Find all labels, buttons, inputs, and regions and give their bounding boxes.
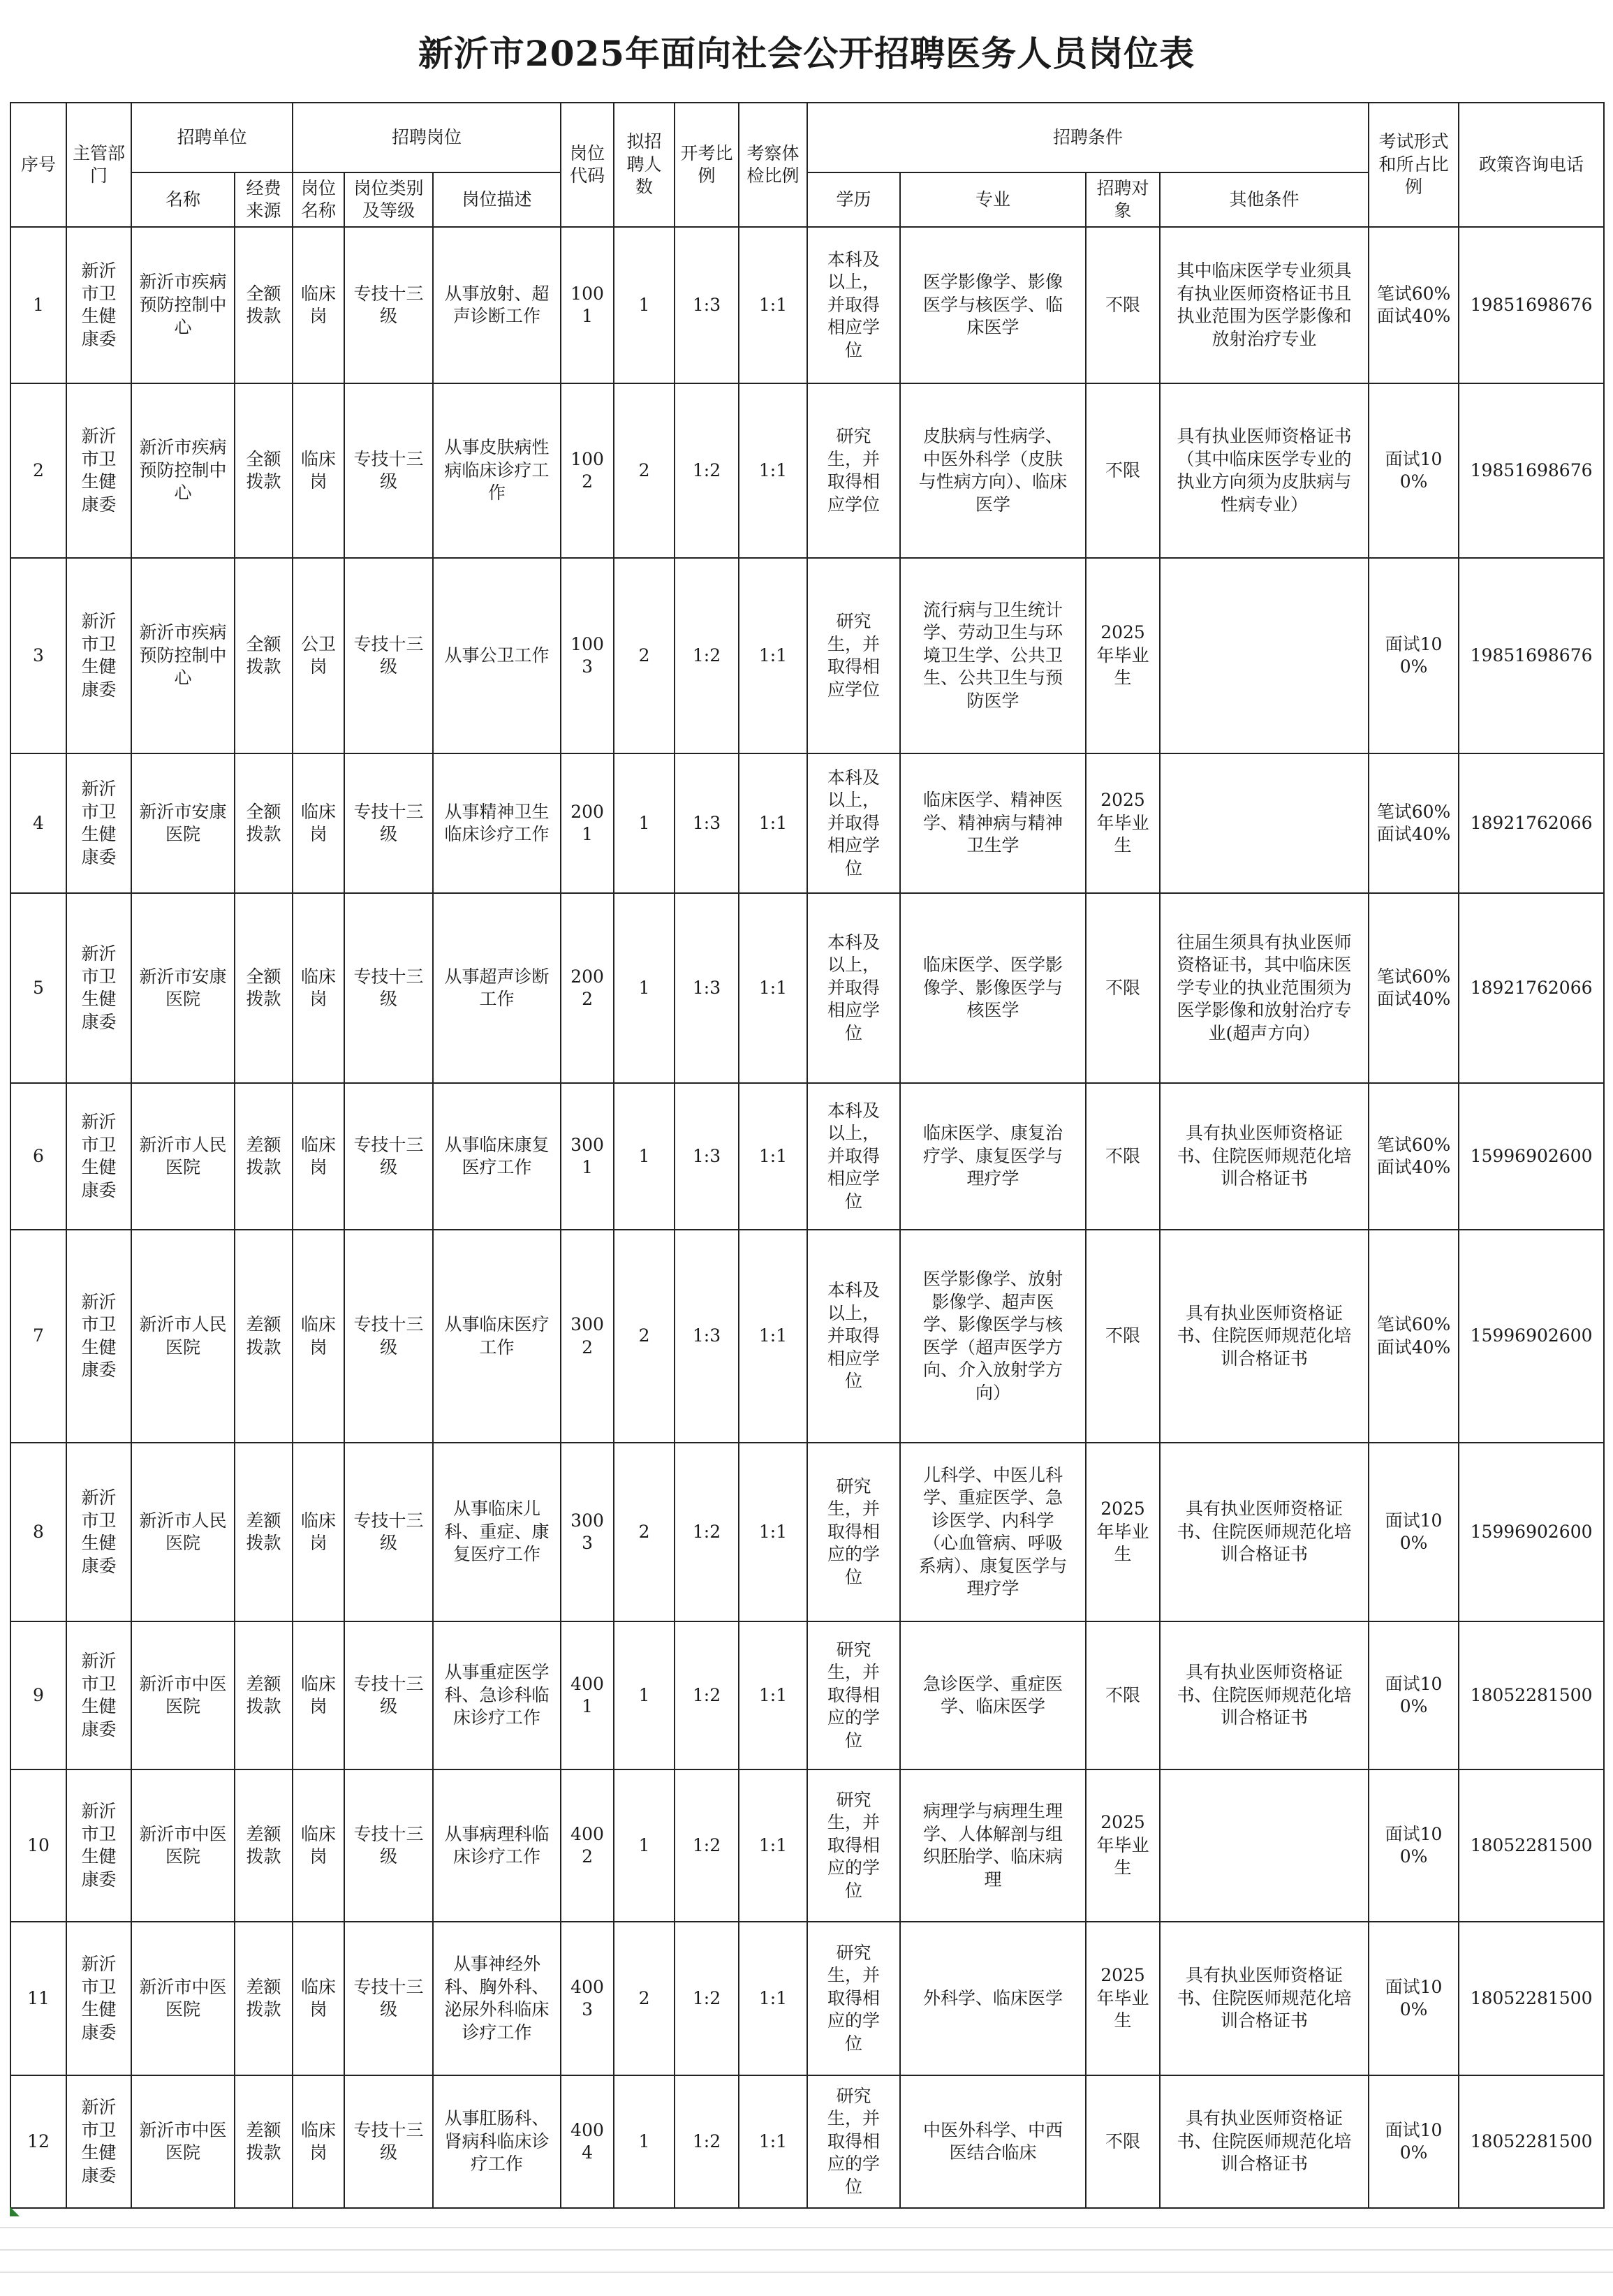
row-exam-form: 笔试60% 面试40% [1369,893,1459,1083]
row-count: 1 [614,2075,675,2208]
row-phone: 18052281500 [1459,1922,1604,2075]
row-code: 3002 [561,1230,614,1443]
page-title: 新沂市2025年面向社会公开招聘医务人员岗位表 [418,33,1195,74]
row-funding: 全额拨款 [235,558,293,753]
table-row [10,1922,1604,2075]
table-row [10,1621,1604,1769]
row-unit: 新沂市安康医院 [131,753,235,893]
row-desc: 从事病理科临床诊疗工作 [433,1769,561,1922]
row-exam-ratio: 1:1 [739,1443,807,1621]
row-dept: 新沂市卫生健康委 [66,1083,131,1230]
row-major: 急诊医学、重症医学、临床医学 [900,1621,1086,1769]
row-seq: 1 [10,227,66,383]
row-edu: 研究生，并取得相应学位 [807,558,900,753]
row-dept: 新沂市卫生健康委 [66,1621,131,1769]
row-desc: 从事临床康复医疗工作 [433,1083,561,1230]
table-row [10,227,1604,383]
header-unit-name: 名称 [131,172,235,227]
row-major: 临床医学、医学影像学、影像医学与核医学 [900,893,1086,1083]
row-seq: 5 [10,893,66,1083]
row-edu: 研究生，并取得相应学位 [807,383,900,558]
row-code: 2001 [561,753,614,893]
row-exam-form: 面试100% [1369,383,1459,558]
row-other [1160,558,1369,753]
row-phone: 18052281500 [1459,1621,1604,1769]
row-phone: 19851698676 [1459,558,1604,753]
row-funding: 全额拨款 [235,383,293,558]
row-major: 临床医学、康复治疗学、康复医学与理疗学 [900,1083,1086,1230]
row-count: 2 [614,558,675,753]
row-unit: 新沂市中医医院 [131,1922,235,2075]
row-edu: 研究生，并取得相应的学位 [807,1621,900,1769]
row-other [1160,1769,1369,1922]
row-other: 其中临床医学专业须具有执业医师资格证书且执业范围为医学影像和放射治疗专业 [1160,227,1369,383]
row-desc: 从事重症医学科、急诊科临床诊疗工作 [433,1621,561,1769]
table-row [10,1083,1604,1230]
row-target: 不限 [1086,383,1160,558]
row-post: 临床岗 [293,1769,344,1922]
row-seq: 2 [10,383,66,558]
job-table [10,102,1605,2209]
header-other: 其他条件 [1160,172,1369,227]
row-major: 临床医学、精神医学、精神病与精神卫生学 [900,753,1086,893]
row-dept: 新沂市卫生健康委 [66,1230,131,1443]
row-post: 临床岗 [293,1230,344,1443]
row-unit: 新沂市中医医院 [131,1769,235,1922]
row-post: 临床岗 [293,1443,344,1621]
row-exam-form: 笔试60% 面试40% [1369,227,1459,383]
row-funding: 全额拨款 [235,753,293,893]
row-count: 1 [614,227,675,383]
row-code: 4004 [561,2075,614,2208]
row-ratio: 1:2 [675,1922,739,2075]
row-code: 4003 [561,1922,614,2075]
row-phone: 18052281500 [1459,1769,1604,1922]
header-unit-group: 招聘单位 [131,103,293,172]
row-edu: 研究生，并取得相应的学位 [807,1922,900,2075]
row-phone: 15996902600 [1459,1083,1604,1230]
row-major: 外科学、临床医学 [900,1922,1086,2075]
row-phone: 18921762066 [1459,893,1604,1083]
row-exam-ratio: 1:1 [739,1769,807,1922]
row-other: 具有执业医师资格证书、住院医师规范化培训合格证书 [1160,2075,1369,2208]
row-funding: 差额拨款 [235,1083,293,1230]
header-post-desc: 岗位描述 [433,172,561,227]
header-phone: 政策咨询电话 [1459,103,1604,227]
row-count: 2 [614,383,675,558]
header-target: 招聘对象 [1086,172,1160,227]
table-row [10,2075,1604,2208]
header-major: 专业 [900,172,1086,227]
row-count: 2 [614,1443,675,1621]
job-rows [10,227,1604,2208]
header-dept: 主管部门 [66,103,131,227]
row-phone: 15996902600 [1459,1230,1604,1443]
row-target: 2025年毕业生 [1086,1769,1160,1922]
row-dept: 新沂市卫生健康委 [66,1922,131,2075]
row-funding: 差额拨款 [235,2075,293,2208]
row-other: 具有执业医师资格证书、住院医师规范化培训合格证书 [1160,1230,1369,1443]
row-exam-ratio: 1:1 [739,558,807,753]
row-code: 3003 [561,1443,614,1621]
row-target: 不限 [1086,2075,1160,2208]
row-exam-form: 笔试60% 面试40% [1369,753,1459,893]
row-edu: 研究生，并取得相应的学位 [807,2075,900,2208]
row-code: 3001 [561,1083,614,1230]
row-target: 不限 [1086,1621,1160,1769]
header-cond-group: 招聘条件 [807,103,1369,172]
row-phone: 19851698676 [1459,227,1604,383]
row-edu: 本科及以上，并取得相应学位 [807,227,900,383]
header-count: 拟招聘人数 [614,103,675,227]
row-desc: 从事精神卫生临床诊疗工作 [433,753,561,893]
row-funding: 差额拨款 [235,1230,293,1443]
row-dept: 新沂市卫生健康委 [66,558,131,753]
row-dept: 新沂市卫生健康委 [66,383,131,558]
row-seq: 6 [10,1083,66,1230]
row-post: 临床岗 [293,1922,344,2075]
row-exam-form: 面试100% [1369,1769,1459,1922]
row-level: 专技十三级 [344,383,433,558]
row-post: 临床岗 [293,227,344,383]
row-unit: 新沂市中医医院 [131,1621,235,1769]
table-row [10,753,1604,893]
row-count: 1 [614,1769,675,1922]
row-post: 临床岗 [293,893,344,1083]
row-target: 不限 [1086,1083,1160,1230]
row-post: 临床岗 [293,1621,344,1769]
row-count: 1 [614,1083,675,1230]
row-other: 往届生须具有执业医师资格证书，其中临床医学专业的执业范围须为医学影像和放射治疗专业(超声方向） [1160,893,1369,1083]
row-edu: 本科及以上，并取得相应学位 [807,1230,900,1443]
row-exam-form: 面试100% [1369,1922,1459,2075]
row-level: 专技十三级 [344,1230,433,1443]
row-ratio: 1:2 [675,1443,739,1621]
row-desc: 从事神经外科、胸外科、泌尿外科临床诊疗工作 [433,1922,561,2075]
row-seq: 12 [10,2075,66,2208]
row-phone: 15996902600 [1459,1443,1604,1621]
row-level: 专技十三级 [344,1922,433,2075]
row-code: 1003 [561,558,614,753]
row-post: 临床岗 [293,2075,344,2208]
row-ratio: 1:3 [675,1230,739,1443]
row-other [1160,753,1369,893]
row-desc: 从事肛肠科、肾病科临床诊疗工作 [433,2075,561,2208]
row-code: 4002 [561,1769,614,1922]
row-other: 具有执业医师资格证书（其中临床医学专业的执业方向须为皮肤病与性病专业） [1160,383,1369,558]
row-unit: 新沂市疾病预防控制中心 [131,383,235,558]
table-row [10,1230,1604,1443]
row-exam-form: 笔试60% 面试40% [1369,1230,1459,1443]
row-funding: 差额拨款 [235,1621,293,1769]
row-exam-ratio: 1:1 [739,1230,807,1443]
row-ratio: 1:2 [675,383,739,558]
row-unit: 新沂市中医医院 [131,2075,235,2208]
row-exam-form: 面试100% [1369,1621,1459,1769]
row-target: 2025年毕业生 [1086,1922,1160,2075]
table-row [10,383,1604,558]
row-major: 流行病与卫生统计学、劳动卫生与环境卫生学、公共卫生、公共卫生与预防医学 [900,558,1086,753]
row-dept: 新沂市卫生健康委 [66,1443,131,1621]
row-funding: 全额拨款 [235,893,293,1083]
row-level: 专技十三级 [344,2075,433,2208]
row-unit: 新沂市人民医院 [131,1230,235,1443]
row-desc: 从事临床儿科、重症、康复医疗工作 [433,1443,561,1621]
header-post-group: 招聘岗位 [293,103,561,172]
row-major: 医学影像学、影像医学与核医学、临床医学 [900,227,1086,383]
header-post-name: 岗位名称 [293,172,344,227]
row-count: 1 [614,1621,675,1769]
row-desc: 从事超声诊断工作 [433,893,561,1083]
row-seq: 8 [10,1443,66,1621]
row-seq: 9 [10,1621,66,1769]
row-code: 2002 [561,893,614,1083]
cell-corner-marker [10,2207,20,2216]
row-target: 不限 [1086,227,1160,383]
table-row [10,1769,1604,1922]
row-exam-form: 面试100% [1369,2075,1459,2208]
row-code: 1002 [561,383,614,558]
row-seq: 7 [10,1230,66,1443]
row-target: 不限 [1086,1230,1160,1443]
row-ratio: 1:2 [675,2075,739,2208]
header-seq: 序号 [10,103,66,227]
row-funding: 差额拨款 [235,1922,293,2075]
header-post-level: 岗位类别及等级 [344,172,433,227]
row-funding: 全额拨款 [235,227,293,383]
row-desc: 从事放射、超声诊断工作 [433,227,561,383]
row-exam-form: 笔试60% 面试40% [1369,1083,1459,1230]
row-other: 具有执业医师资格证书、住院医师规范化培训合格证书 [1160,1922,1369,2075]
row-count: 2 [614,1230,675,1443]
row-seq: 11 [10,1922,66,2075]
row-seq: 4 [10,753,66,893]
row-desc: 从事公卫工作 [433,558,561,753]
row-level: 专技十三级 [344,1443,433,1621]
row-edu: 本科及以上，并取得相应学位 [807,753,900,893]
row-ratio: 1:2 [675,1621,739,1769]
row-code: 4001 [561,1621,614,1769]
row-seq: 10 [10,1769,66,1922]
row-code: 1001 [561,227,614,383]
row-other: 具有执业医师资格证书、住院医师规范化培训合格证书 [1160,1621,1369,1769]
row-target: 2025年毕业生 [1086,1443,1160,1621]
header-code: 岗位代码 [561,103,614,227]
row-ratio: 1:3 [675,1083,739,1230]
row-exam-ratio: 1:1 [739,1621,807,1769]
row-other: 具有执业医师资格证书、住院医师规范化培训合格证书 [1160,1083,1369,1230]
row-major: 中医外科学、中西医结合临床 [900,2075,1086,2208]
row-exam-ratio: 1:1 [739,227,807,383]
row-post: 临床岗 [293,1083,344,1230]
row-exam-form: 面试100% [1369,1443,1459,1621]
row-funding: 差额拨款 [235,1769,293,1922]
row-exam-form: 面试100% [1369,558,1459,753]
row-dept: 新沂市卫生健康委 [66,227,131,383]
row-level: 专技十三级 [344,227,433,383]
row-major: 儿科学、中医儿科学、重症医学、急诊医学、内科学（心血管病、呼吸系病）、康复医学与理疗学 [900,1443,1086,1621]
header-exam-form: 考试形式和所占比例 [1369,103,1459,227]
header-exam-ratio: 考察体检比例 [739,103,807,227]
row-level: 专技十三级 [344,1083,433,1230]
row-exam-ratio: 1:1 [739,753,807,893]
row-count: 2 [614,1922,675,2075]
row-target: 2025年毕业生 [1086,558,1160,753]
row-post: 临床岗 [293,383,344,558]
table-row [10,1443,1604,1621]
row-count: 1 [614,893,675,1083]
row-exam-ratio: 1:1 [739,893,807,1083]
row-edu: 本科及以上，并取得相应学位 [807,893,900,1083]
row-unit: 新沂市人民医院 [131,1083,235,1230]
row-major: 医学影像学、放射影像学、超声医学、影像医学与核医学（超声医学方向、介入放射学方向） [900,1230,1086,1443]
row-exam-ratio: 1:1 [739,1083,807,1230]
row-exam-ratio: 1:1 [739,383,807,558]
row-exam-ratio: 1:1 [739,2075,807,2208]
row-major: 病理学与病理生理学、人体解剖与组织胚胎学、临床病理 [900,1769,1086,1922]
row-ratio: 1:3 [675,753,739,893]
row-desc: 从事皮肤病性病临床诊疗工作 [433,383,561,558]
row-ratio: 1:3 [675,893,739,1083]
row-dept: 新沂市卫生健康委 [66,893,131,1083]
header-edu: 学历 [807,172,900,227]
row-seq: 3 [10,558,66,753]
row-unit: 新沂市安康医院 [131,893,235,1083]
row-edu: 本科及以上，并取得相应学位 [807,1083,900,1230]
row-level: 专技十三级 [344,1769,433,1922]
row-target: 2025年毕业生 [1086,753,1160,893]
row-target: 不限 [1086,893,1160,1083]
row-unit: 新沂市疾病预防控制中心 [131,227,235,383]
row-ratio: 1:2 [675,558,739,753]
row-level: 专技十三级 [344,893,433,1083]
row-dept: 新沂市卫生健康委 [66,1769,131,1922]
header-ratio: 开考比例 [675,103,739,227]
row-dept: 新沂市卫生健康委 [66,2075,131,2208]
row-post: 公卫岗 [293,558,344,753]
row-dept: 新沂市卫生健康委 [66,753,131,893]
header-funding: 经费来源 [235,172,293,227]
row-funding: 差额拨款 [235,1443,293,1621]
row-ratio: 1:2 [675,1769,739,1922]
row-unit: 新沂市疾病预防控制中心 [131,558,235,753]
row-level: 专技十三级 [344,1621,433,1769]
row-desc: 从事临床医疗工作 [433,1230,561,1443]
row-phone: 18921762066 [1459,753,1604,893]
row-other: 具有执业医师资格证书、住院医师规范化培训合格证书 [1160,1443,1369,1621]
row-major: 皮肤病与性病学、中医外科学（皮肤与性病方向）、临床医学 [900,383,1086,558]
row-count: 1 [614,753,675,893]
row-unit: 新沂市人民医院 [131,1443,235,1621]
row-edu: 研究生，并取得相应的学位 [807,1769,900,1922]
row-level: 专技十三级 [344,558,433,753]
row-phone: 19851698676 [1459,383,1604,558]
table-row [10,893,1604,1083]
row-level: 专技十三级 [344,753,433,893]
row-exam-ratio: 1:1 [739,1922,807,2075]
row-ratio: 1:3 [675,227,739,383]
table-row [10,558,1604,753]
row-phone: 18052281500 [1459,2075,1604,2208]
row-edu: 研究生，并取得相应的学位 [807,1443,900,1621]
row-post: 临床岗 [293,753,344,893]
